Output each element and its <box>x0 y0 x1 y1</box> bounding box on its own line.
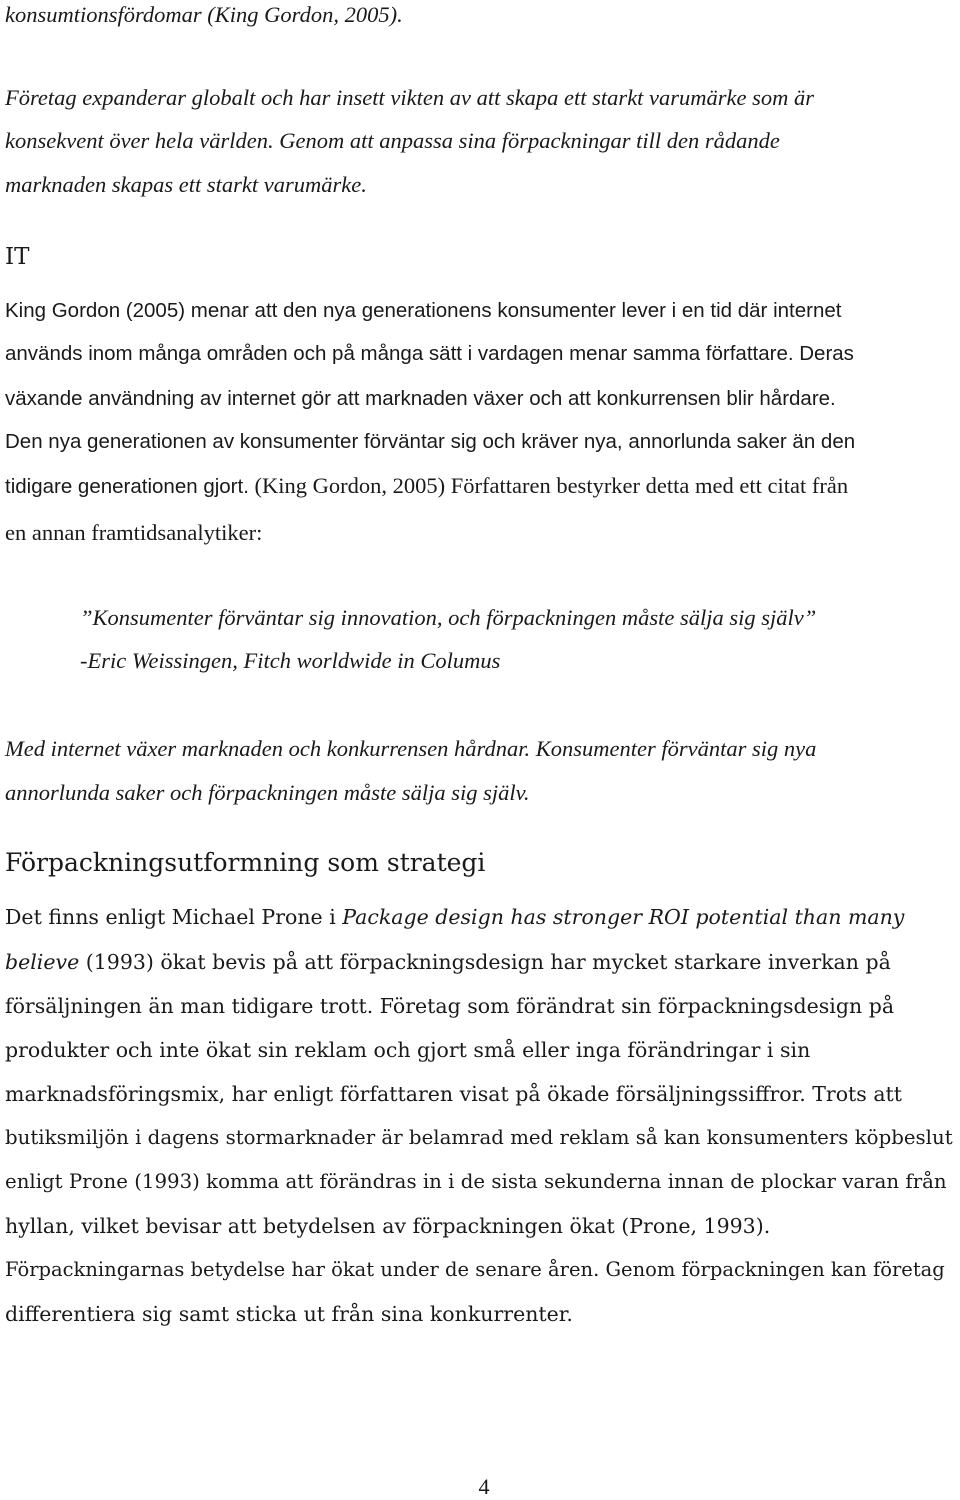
text-line: annorlunda saker och förpackningen måste sälja sig själv. <box>5 780 530 805</box>
text-line: konsumtionsfördomar (King Gordon, 2005). <box>5 2 403 27</box>
text-line: Den nya generationen av konsumenter förväntar sig och kräver nya, annorlunda saker än den <box>5 430 856 453</box>
page-number: 4 <box>478 1474 490 1499</box>
text-line: en annan framtidsanalytiker: <box>5 520 263 545</box>
text-line <box>5 903 904 931</box>
text-line: Med internet växer marknaden och konkurrensen hårdnar. Konsumenter förväntar sig nya <box>5 736 817 761</box>
text-line: Förpackningarnas betydelse har ökat under de senare åren. Genom förpackningen kan företag <box>5 1258 945 1281</box>
text-line: produkter och inte ökat sin reklam och gjort små eller inga förändringar i sin <box>5 1038 811 1062</box>
text-line: konsekvent över hela världen. Genom att anpassa sina förpackningar till den rådande <box>5 128 780 153</box>
text-line: Företag expanderar globalt och har insett vikten av att skapa ett starkt varumärke som är <box>5 85 815 110</box>
text-line <box>5 472 848 501</box>
section-heading-strategy: Förpackningsutformning som strategi <box>5 848 486 877</box>
text-line: växande användning av internet gör att marknaden växer och att konkurrensen blir hårdare. <box>5 387 836 410</box>
text-line: enligt Prone (1993) komma att förändras in i de sista sekunderna innan de plockar varan från <box>5 1170 947 1193</box>
text-line: butiksmiljön i dagens stormarknader är belamrad med reklam så kan konsumenters köpbeslut <box>5 1126 953 1149</box>
book-title: Package design has stronger ROI potential than many <box>342 905 905 929</box>
text-line: försäljningen än man tidigare trott. Företag som förändrat sin förpackningsdesign på <box>5 994 895 1018</box>
text-line: marknaden skapas ett starkt varumärke. <box>5 172 367 197</box>
text-segment: (1993) ökat bevis på att förpackningsdesign har mycket starkare inverkan på <box>79 950 891 974</box>
text-line: hyllan, vilket bevisar att betydelsen av förpackningen ökat (Prone, 1993). <box>5 1214 771 1238</box>
quote-text: ”Konsumenter förväntar sig innovation, och förpackningen måste sälja sig själv” <box>80 605 817 630</box>
text-segment: (King Gordon, 2005) Författaren bestyrker detta med ett citat från <box>248 473 849 498</box>
text-segment: Det finns enligt Michael Prone i <box>5 905 343 929</box>
text-line: differentiera sig samt sticka ut från sina konkurrenter. <box>5 1302 573 1326</box>
text-segment: tidigare generationen gjort. <box>5 475 249 498</box>
text-line <box>5 948 891 976</box>
text-line: King Gordon (2005) menar att den nya generationens konsumenter lever i en tid där internet <box>5 299 842 322</box>
section-heading-it: IT <box>5 244 30 270</box>
text-line: används inom många områden och på många sätt i vardagen menar samma författare. Deras <box>5 342 854 365</box>
quote-source: -Eric Weissingen, Fitch worldwide in Columus <box>80 648 501 673</box>
book-title: believe <box>5 950 80 974</box>
text-line: marknadsföringsmix, har enligt författaren visat på ökade försäljningssiffror. Trots att <box>5 1082 903 1106</box>
